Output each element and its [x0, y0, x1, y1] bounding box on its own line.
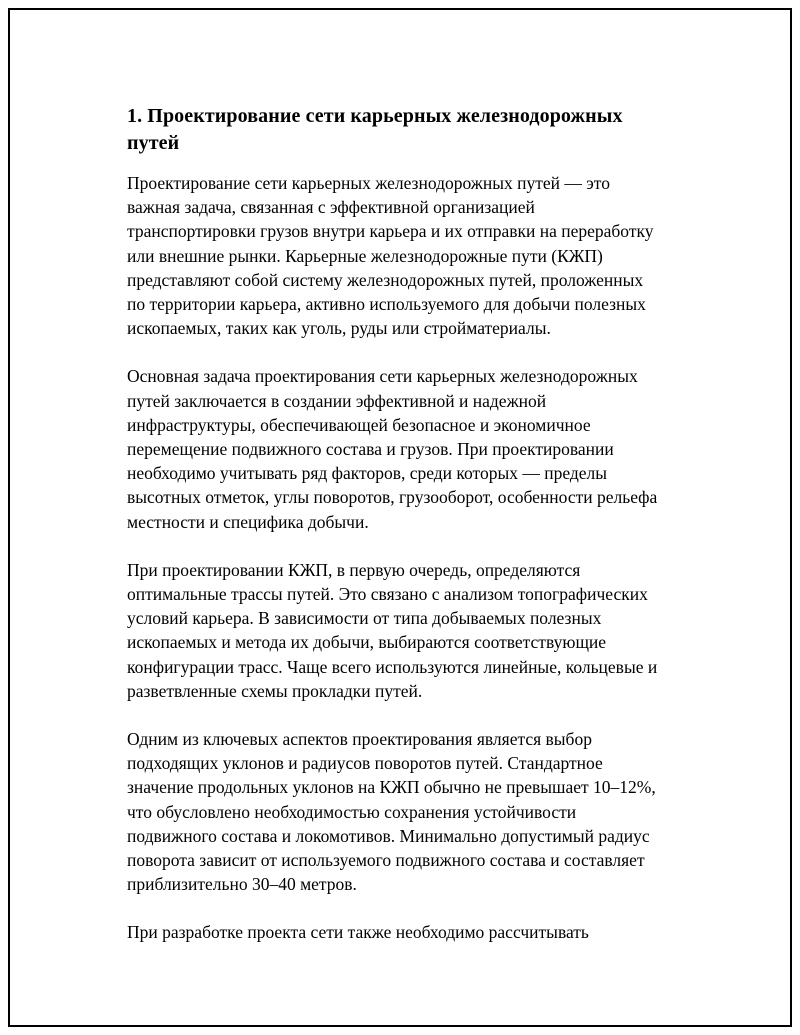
paragraph-main-task: Основная задача проектирования сети карьерных железнодорожных путей заключается в создании эффективной и надежной инфраструктуры, обеспечивающей безопасное и экономичное перемещение подвижного состава и грузов. При проектировании необходимо учитывать ряд факторов, среди которых — пределы высотных отметок, углы поворотов, грузооборот, особенности рельефа местности и специфика добычи. [127, 366, 658, 532]
paragraph-route-design: При проектировании КЖП, в первую очередь, определяются оптимальные трассы путей. Это связано с анализом топографических условий карьера. В зависимости от типа добываемых полезных ископаемых и метода их добычи, выбираются соответствующие конфигурации трасс. Чаще всего используются линейные, кольцевые и разветвленные схемы прокладки путей. [127, 559, 658, 701]
paragraph-network-calculation: При разработке проекта сети также необходимо рассчитывать [127, 922, 589, 943]
paragraph-intro: Проектирование сети карьерных железнодорожных путей — это важная задача, связанная с эффективной организацией транспортировки грузов внутри карьера и их отправки на переработку или внешние рынки. Карьерные железнодорожные пути (КЖП) представляют собой систему железнодорожных путей, проложенных по территории карьера, активно используемого для добычи полезных ископаемых, таких как уголь, руды или стройматериалы. [127, 173, 654, 339]
section-heading: 1. Проектирование сети карьерных железнодорожных путей [127, 105, 623, 154]
paragraph-slopes-radii: Одним из ключевых аспектов проектирования является выбор подходящих уклонов и радиусов поворотов путей. Стандартное значение продольных уклонов на КЖП обычно не превышает 10–12%, что обусловлено необходимостью сохранения устойчивости подвижного состава и локомотивов. Минимально допустимый радиус поворота зависит от используемого подвижного состава и составляет приблизительно 30–40 метров. [127, 729, 656, 895]
document-body [127, 103, 702, 969]
page-frame [8, 8, 792, 1027]
